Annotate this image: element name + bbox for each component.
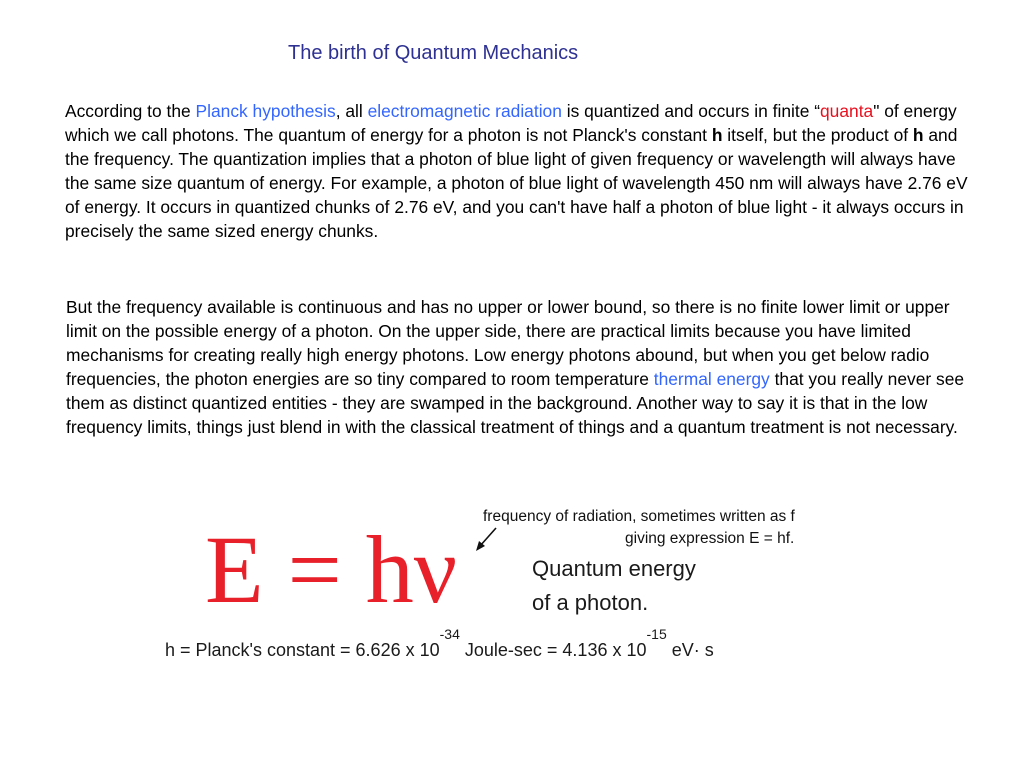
annotation-arrow-icon (472, 524, 502, 554)
electromagnetic-radiation-link[interactable]: electromagnetic radiation (367, 101, 562, 121)
frequency-annotation-line1: frequency of radiation, sometimes written as f (483, 508, 795, 525)
planck-constant-line (165, 626, 714, 661)
p2-text-2: that you really never see them as distinct quantized entities - they are swamped in the background. Another way to say it is that in the low frequency limits, things just blend in with the classical treatment of things and a quantum treatment is not necessary. (66, 369, 965, 437)
h-exponent-2: -15 (646, 626, 667, 642)
h-bold-2: h (912, 125, 924, 145)
p1-text-1: According to the (65, 101, 196, 121)
quanta-link[interactable]: quanta (820, 101, 874, 121)
p1-text-5: itself, but the product of (722, 125, 913, 145)
p1-text-3: is quantized and occurs in finite “ (561, 101, 821, 121)
h-prefix: h = Planck's constant = 6.626 x 10 (165, 640, 440, 660)
paragraph-planck-hypothesis (65, 99, 975, 243)
photon-energy-figure (160, 500, 880, 680)
page-title: The birth of Quantum Mechanics (288, 42, 579, 64)
p2-text-1: But the frequency available is continuous and has no upper or lower bound, so there is no finite lower limit or upper limit on the possible energy of a photon. On the upper side, there are practical limits because you have limited mechanisms for creating really high energy photons. Low energy photons abound, but when you get below radio frequencies, the photon energies are so tiny compared to room temperature (66, 297, 950, 389)
quantum-energy-label-line1: Quantum energy (532, 556, 696, 581)
planck-hypothesis-link[interactable]: Planck hypothesis (195, 101, 336, 121)
planck-equation: E = hν (205, 516, 458, 623)
frequency-annotation-line2: giving expression E = hf. (625, 530, 795, 547)
p1-text-2: , all (335, 101, 368, 121)
p1-text-6: and the frequency. The quantization implies that a photon of blue light of given frequency or wavelength will always have the same size quantum of energy. For example, a photon of blue light of wavelength 450 nm will always have 2.76 eV of energy. It occurs in quantized chunks of 2.76 eV, and you can't have half a photon of blue light - it always occurs in precisely the same sized energy chunks. (65, 125, 968, 241)
h-bold-1: h (711, 125, 723, 145)
h-suffix: eV· s (671, 640, 714, 660)
p1-text-4: " of energy which we call photons. The quantum of energy for a photon is not Planck's constant (65, 101, 957, 145)
h-exponent-1: -34 (439, 626, 460, 642)
h-mid: Joule-sec = 4.136 x 10 (464, 640, 647, 660)
thermal-energy-link[interactable]: thermal energy (653, 369, 770, 389)
quantum-energy-label-line2: of a photon. (532, 590, 649, 615)
paragraph-frequency-continuous (66, 295, 976, 439)
